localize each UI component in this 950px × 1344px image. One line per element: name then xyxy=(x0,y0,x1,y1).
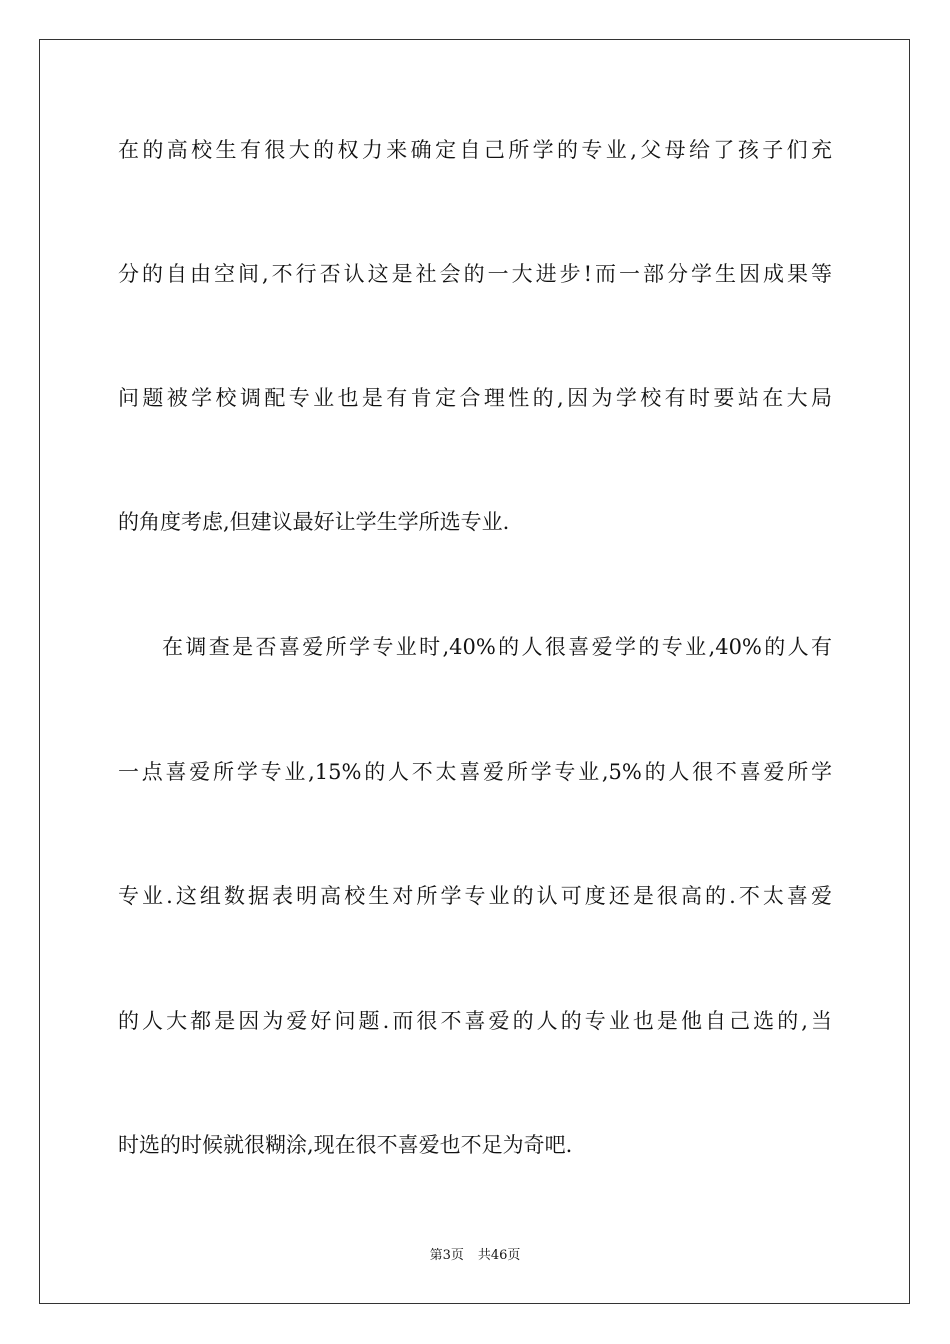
paragraph-line: 在的高校生有很大的权力来确定自己所学的专业,父母给了孩子们充 xyxy=(118,138,832,162)
page-total: 共46页 xyxy=(477,1248,521,1263)
page-footer xyxy=(0,1247,950,1265)
paragraph-line: 一点喜爱所学专业,15%的人不太喜爱所学专业,5%的人很不喜爱所学 xyxy=(118,760,832,784)
paragraph-line: 专业.这组数据表明高校生对所学专业的认可度还是很高的.不太喜爱 xyxy=(118,884,832,908)
paragraph-line: 分的自由空间,不行否认这是社会的一大进步!而一部分学生因成果等 xyxy=(118,262,832,286)
paragraph-line: 时选的时候就很糊涂,现在很不喜爱也不足为奇吧. xyxy=(118,1133,573,1157)
paragraph-line: 的人大都是因为爱好问题.而很不喜爱的人的专业也是他自己选的,当 xyxy=(118,1009,832,1033)
page-border xyxy=(39,39,910,1304)
paragraph-line: 问题被学校调配专业也是有肯定合理性的,因为学校有时要站在大局 xyxy=(118,386,832,410)
paragraph-line: 的角度考虑,但建议最好让学生学所选专业. xyxy=(118,510,510,534)
page-number: 第3页 xyxy=(429,1248,464,1263)
paragraph-line: 在调查是否喜爱所学专业时,40%的人很喜爱学的专业,40%的人有 xyxy=(162,635,832,659)
